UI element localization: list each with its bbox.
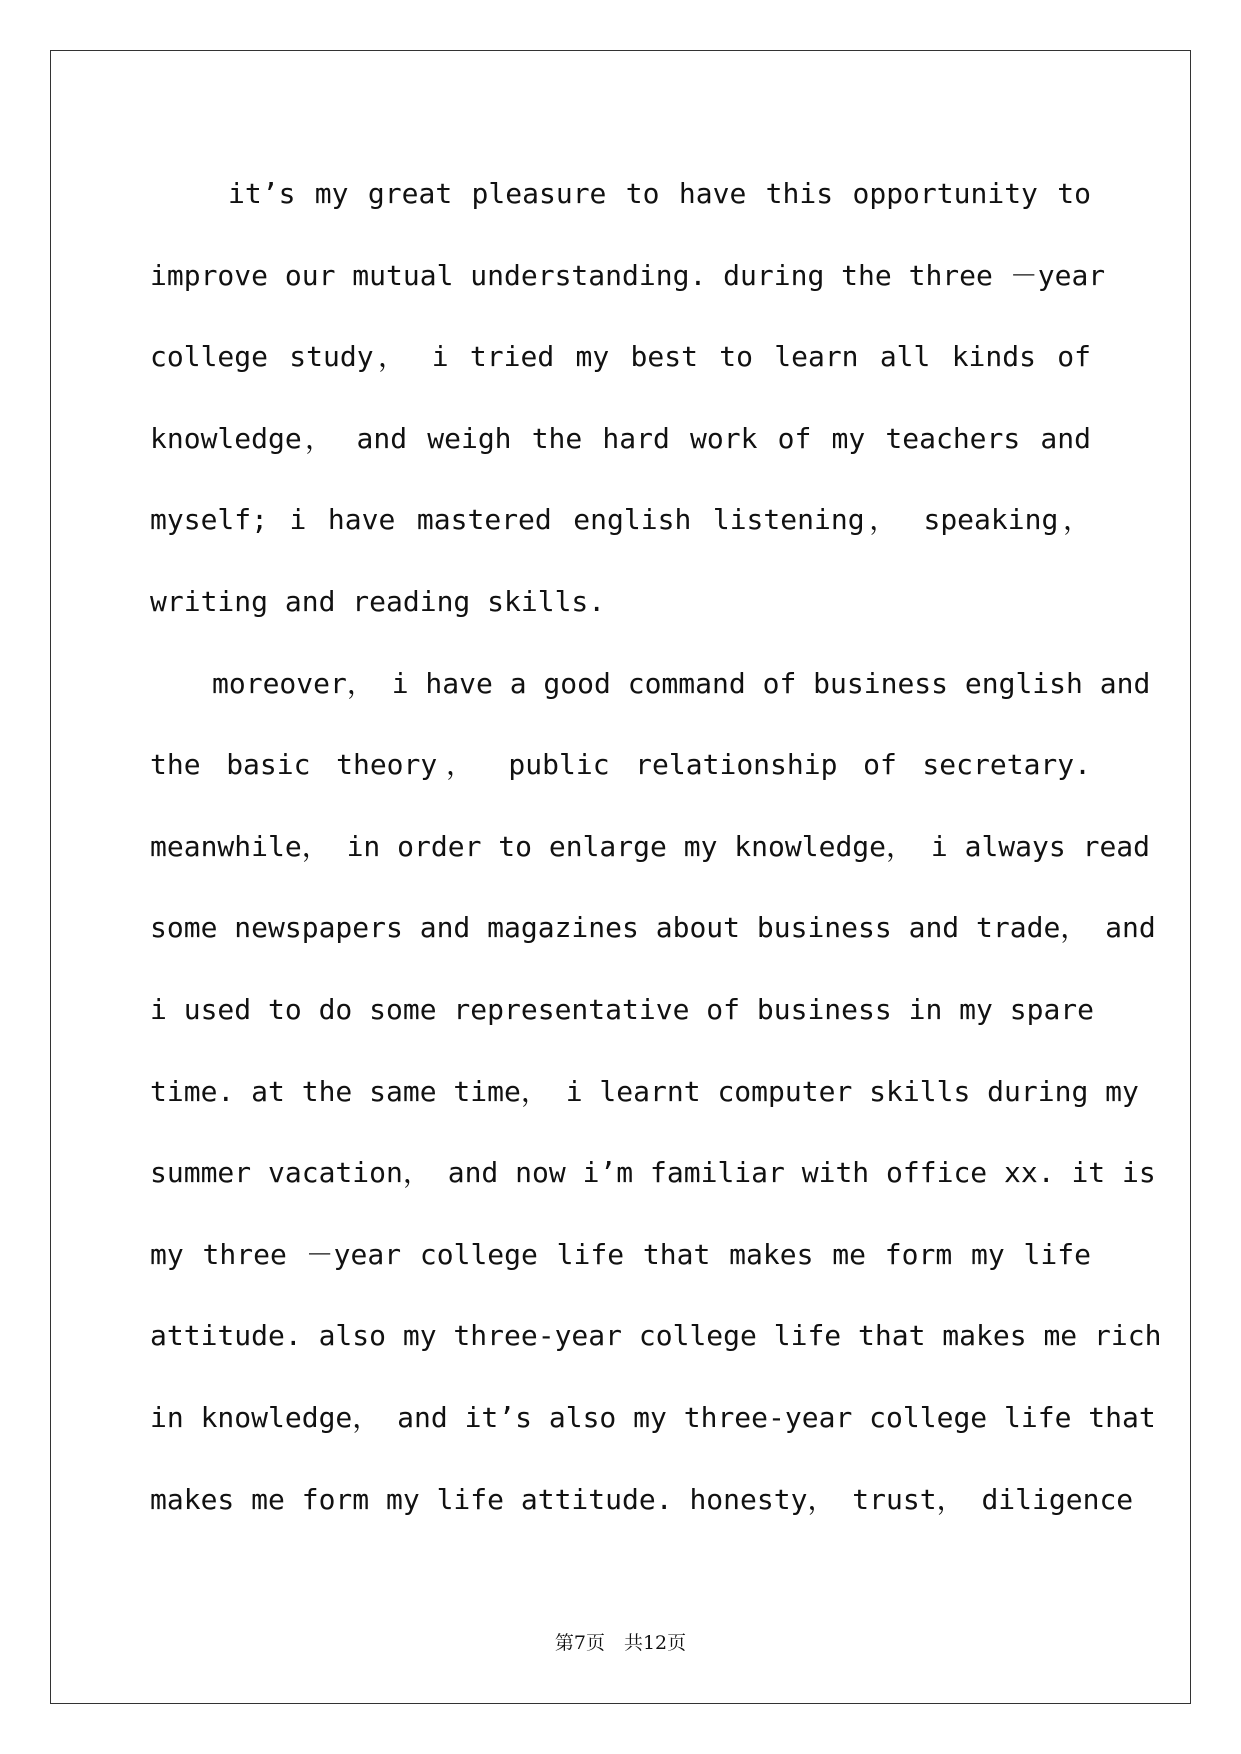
text-line: knowledge， and weigh the hard work of my teachers and — [150, 421, 1091, 455]
text-line: moreover， i have a good command of business english and — [212, 666, 1151, 700]
page-number: 第7页 共12页 — [554, 1632, 687, 1654]
text-line: summer vacation， and now i’m familiar with office xx. it is — [150, 1156, 1156, 1190]
text-line: my three －year college life that makes me form my life — [150, 1237, 1091, 1271]
text-line: improve our mutual understanding. during the three －year — [150, 258, 1106, 292]
text-line: makes me form my life attitude. honesty， trust， diligence — [150, 1482, 1134, 1516]
text-line: some newspapers and magazines about business and trade， and — [150, 911, 1156, 945]
text-line: the basic theory， public relationship of secretary. — [150, 748, 1091, 782]
text-line: myself; i have mastered english listening， speaking， — [150, 503, 1091, 537]
document-body — [150, 153, 1162, 1540]
text-line: meanwhile， in order to enlarge my knowledge， i always read — [150, 829, 1151, 863]
text-line: college study， i tried my best to learn all kinds of — [150, 340, 1091, 374]
text-line: time. at the same time， i learnt computer skills during my — [150, 1074, 1139, 1108]
text-line: attitude. also my three-year college life that makes me rich — [150, 1319, 1162, 1353]
text-line: i used to do some representative of business in my spare — [150, 992, 1095, 1026]
text-line: it’s my great pleasure to have this opportunity to — [228, 177, 1091, 210]
text-line: writing and reading skills. — [150, 584, 606, 618]
text-line: in knowledge， and it’s also my three-year college life that — [150, 1400, 1156, 1434]
